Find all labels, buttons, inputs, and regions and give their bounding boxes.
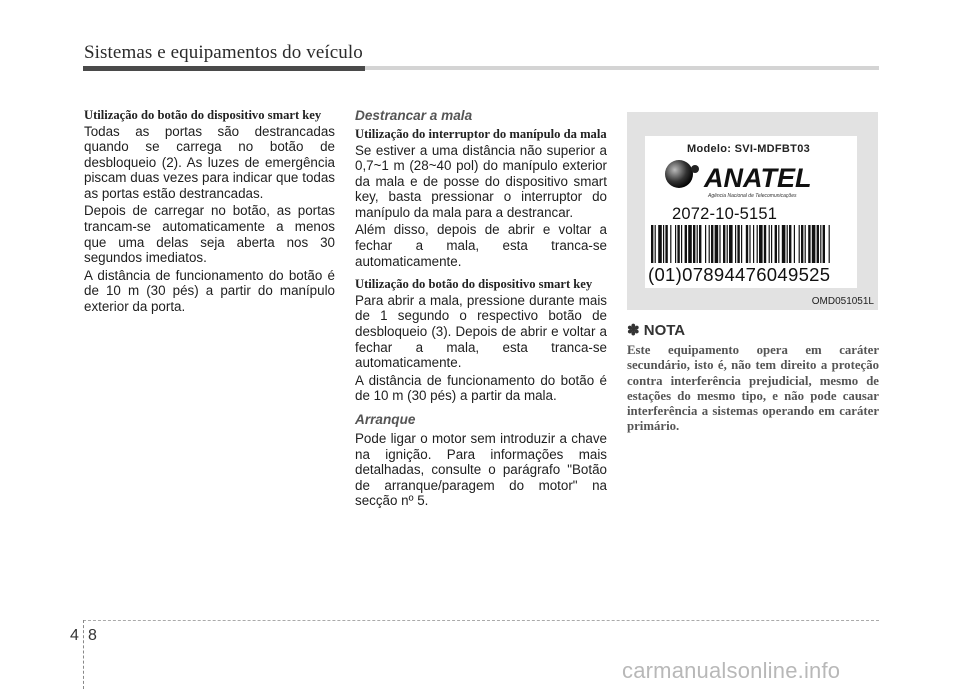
footer-tick bbox=[83, 620, 85, 689]
subheading-interruptor: Utilização do interruptor do manípulo da mala bbox=[355, 127, 607, 141]
page-number: 8 bbox=[88, 627, 97, 644]
heading-destrancar-mala: Destrancar a mala bbox=[355, 108, 473, 123]
subheading-smart-key: Utilização do botão do dispositivo smart key bbox=[84, 108, 322, 122]
header-rule-accent bbox=[83, 66, 365, 71]
paragraph: Além disso, depois de abrir e voltar a fechar a mala, esta tranca-se automaticamente. bbox=[355, 222, 607, 269]
nota-title: ✽ NOTA bbox=[627, 322, 686, 339]
paragraph: Todas as portas são destrancadas quando se carrega no botão de desbloqueio (2). As luzes de emergência piscam duas vezes para indicar que todas as portas estão destrancadas. bbox=[84, 123, 335, 201]
label-number: 2072-10-5151 bbox=[672, 205, 778, 223]
nota-body: Este equipamento opera em caráter secundário, isto é, não tem direito a proteção contra interferência prejudicial, mesmo de estações do mesmo tipo, e não pode causar interferência a sistemas operando em caráter primário. bbox=[627, 343, 879, 434]
anatel-logo bbox=[664, 157, 844, 201]
logo-text: ANATEL bbox=[704, 163, 812, 193]
column-left bbox=[84, 108, 335, 317]
barcode-text: (01)07894476049525 bbox=[648, 264, 831, 285]
watermark: carmanualsonline.info bbox=[622, 658, 841, 683]
column-middle bbox=[355, 108, 607, 511]
subheading-smart-key-mala: Utilização do botão do dispositivo smart key bbox=[355, 277, 593, 292]
figure-code: OMD051051L bbox=[811, 296, 874, 307]
label-model: Modelo: SVI-MDFBT03 bbox=[687, 143, 811, 155]
paragraph: Para abrir a mala, pressione durante mais de 1 segundo o respectivo botão de desbloqueio (3). Depois de abrir e voltar a fechar a mala, esta tranca-se automaticamente. bbox=[355, 292, 607, 371]
page-title: Sistemas e equipamentos do veículo bbox=[84, 42, 363, 63]
column-right bbox=[627, 106, 879, 435]
anatel-label-figure bbox=[627, 112, 878, 310]
chapter-number: 4 bbox=[70, 627, 79, 644]
paragraph: Se estiver a uma distância não superior a 0,7~1 m (28~40 pol) do manípulo exterior da mala e de posse do dispositivo smart key, basta pressionar o interruptor do manípulo da mala para a destrancar. bbox=[355, 142, 607, 220]
footer-rule bbox=[83, 620, 879, 621]
paragraph: Pode ligar o motor sem introduzir a chave na ignição. Para informações mais detalhadas, consulte o parágrafo "Botão de arranque/paragem do motor" na secção nº 5. bbox=[355, 430, 607, 509]
logo-subtext: Agência Nacional de Telecomunicações bbox=[708, 193, 797, 199]
paragraph: A distância de funcionamento do botão é de 10 m (30 pés) a partir do manípulo exterior da porta. bbox=[84, 267, 335, 315]
paragraph: Depois de carregar no botão, as portas trancam-se automaticamente a menos que uma delas seja aberta nos 30 segundos imediatos. bbox=[84, 203, 335, 266]
heading-arranque: Arranque bbox=[355, 411, 416, 427]
paragraph: A distância de funcionamento do botão é de 10 m (30 pés) a partir da mala. bbox=[355, 372, 607, 404]
